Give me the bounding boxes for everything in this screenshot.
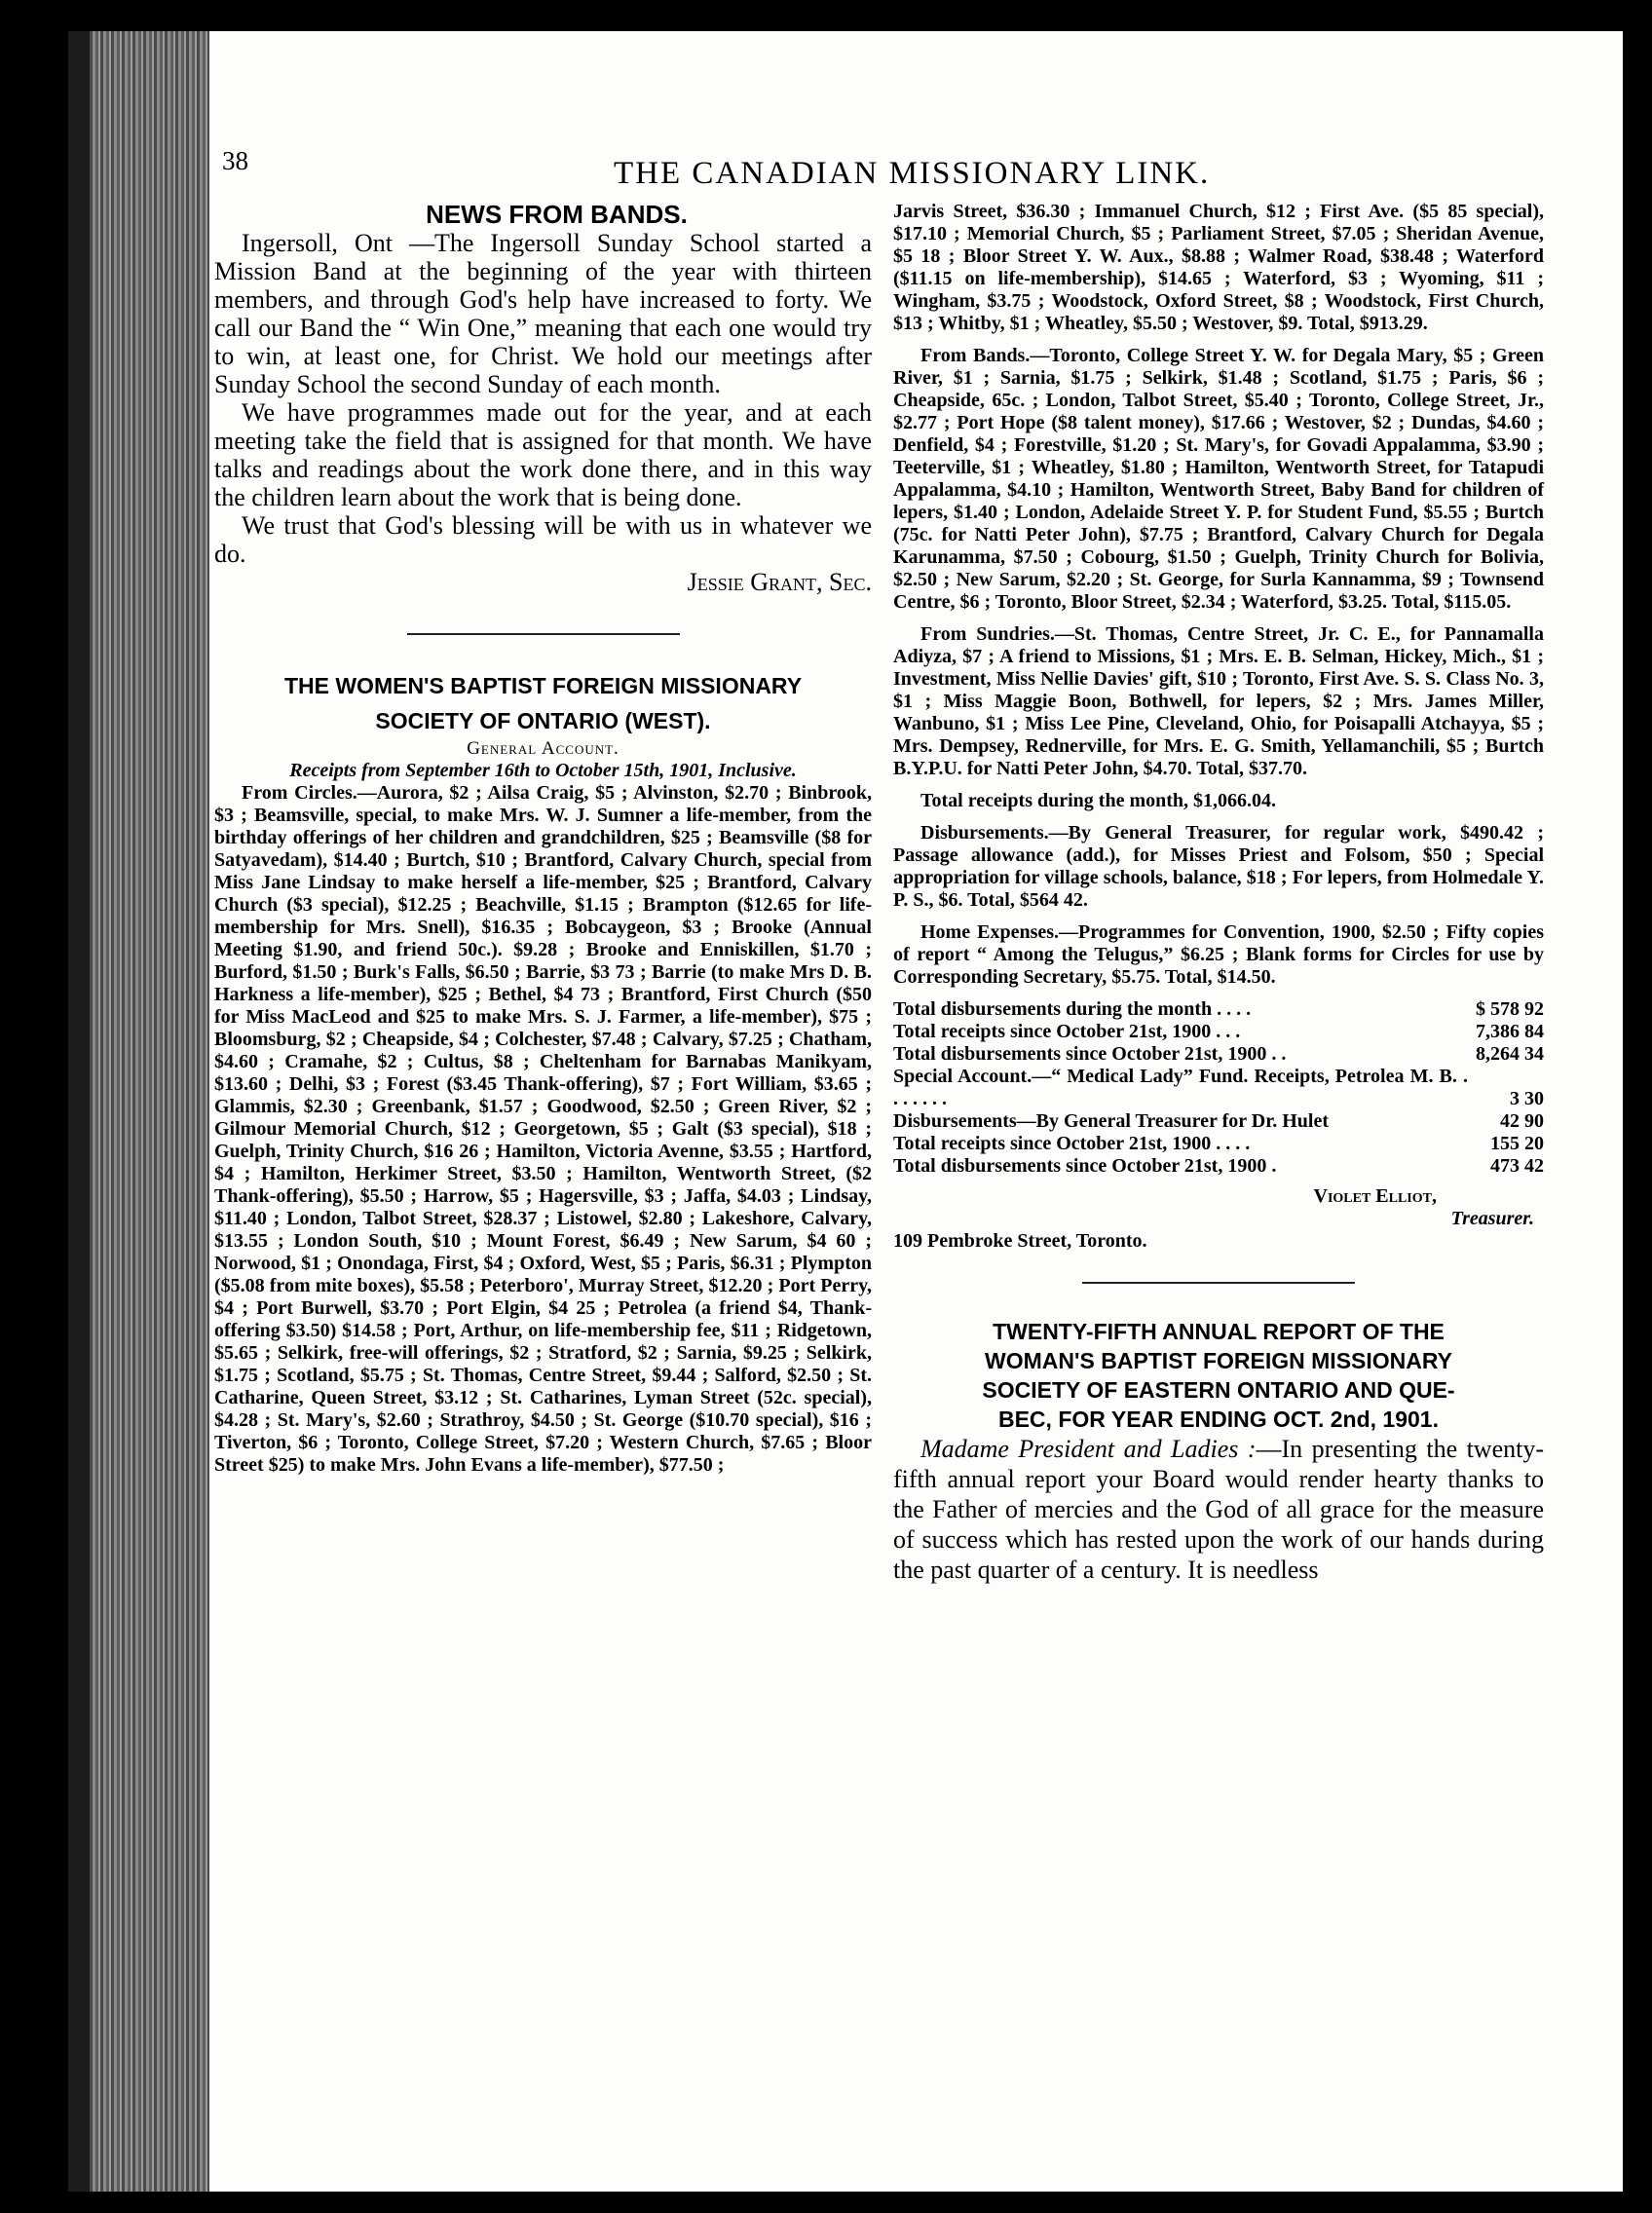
from-circles-paragraph: From Circles.—Aurora, $2 ; Ailsa Craig, $5 ; Alvinston, $2.70 ; Binbrook, $3 ; Beamsville, special, to make Mrs. W. J. Sumner a life-member, from the birthday offerings of her children and grandchildren, $25 ; Beamsville ($8 for Satyavedam), $14.40 ; Burtch, $10 ; Brantford, Calvary Church, special from Miss Jane Lindsay to make herself a life-member, $25 ; Brantford, Calvary Church ($3 special), $12.25 ; Beachville, $1.15 ; Brampton ($12.65 for life-membership for Mrs. Snell), $16.35 ; Bobcaygeon, $3 ; Brooke (Annual Meeting $1.90, and friend 50c.). $9.28 ; Brooke and Enniskillen, $1.70 ; Burford, $1.50 ; Burk's Falls, $6.50 ; Barrie, $3 73 ; Barrie (to make Mrs D. B. Harkness a life-member), $25 ; Bethel, $4 73 ; Brantford, First Church ($50 for Miss MacLeod and $25 to make Mrs. S. J. Farmer, a life-member), $75 ; Bloomsburg, $2 ; Cheapside, $4 ; Colchester, $7.48 ; Calvary, $7.25 ; Chatham, $4.60 ; Cramahe, $2 ; Cultus, $8 ; Cheltenham for Barnabas Manikyam, $13.60 ; Delhi, $3 ; Forest ($3.45 Thank-offering), $7 ; Fort William, $3.65 ; Glammis, $2.30 ; Greenbank, $1.57 ; Goodwood, $2.50 ; Green River, $2 ; Gilmour Memorial Church, $12 ; Georgetown, $5 ; Galt ($3 special), $18 ; Guelph, Trinity Church, $16 26 ; Hamilton, Victoria Avenne, $3.55 ; Hartford, $4 ; Hamilton, Herkimer Street, $3.50 ; Hamilton, Wentworth Street, ($2 Thank-offering), $5.50 ; Harrow, $5 ; Hagersville, $3 ; Jaffa, $4.03 ; Lindsay, $11.40 ; London, Talbot Street, $28.37 ; Listowel, $2.80 ; Lakeshore, Calvary, $13.55 ; London South, $10 ; Mount Forest, $6.49 ; New Sarum, $4 60 ; Norwood, $1 ; Onondaga, First, $4 ; Oxford, West, $5 ; Paris, $6.31 ; Plympton ($5.08 from mite boxes), $5.58 ; Peterboro', Murray Street, $12.20 ; Port Perry, $4 ; Port Burwell, $3.70 ; Port Elgin, $4 25 ; Petrolea (a friend $4, Thank-offering $3.50) $14.58 ; Port, Arthur, on life-membership fee, $11 ; Ridgetown, $5.65 ; Selkirk, free-will offerings, $2 ; Stratford, $2 ; Sarnia, $9.25 ; Selkirk, $1.75 ; Scotland, $5.75 ; St. Thomas, Centre Street, $9.44 ; Salford, $2.50 ; St. Catharine, Queen Street, $3.12 ; St. Catharines, Lyman Street (52c. special), $4.28 ; St. Mary's, $2.60 ; Strathroy, $4.50 ; St. George ($10.70 special), $16 ; Tiverton, $6 ; Toronto, College Street, $7.20 ; Western Church, $7.65 ; Bloor Street $25) to make Mrs. John Evans a life-member), $77.50 ;	[214, 782, 872, 1476]
totals-label: Special Account.—“ Medical Lady” Fund. Receipts, Petrolea M. B. . . . . . . .	[893, 1066, 1468, 1109]
totals-label: Disbursements—By General Treasurer for Dr. Hulet	[893, 1110, 1330, 1132]
news-paragraph: We have programmes made out for the year, and at each meeting take the field that is assigned for that month. We have talks and readings about the work done there, and in this way the children learn about the work that is being done.	[214, 398, 872, 511]
totals-amount: 8,264 34	[1476, 1043, 1544, 1065]
totals-row	[893, 998, 1544, 1021]
totals-row	[893, 1066, 1544, 1110]
page-number: 38	[222, 146, 248, 175]
report-body	[893, 1434, 1544, 1585]
totals-row	[893, 1043, 1544, 1066]
totals-label: Total disbursements during the month . . . .	[893, 998, 1252, 1020]
totals-row	[893, 1021, 1544, 1043]
treasurer-signature	[893, 1185, 1544, 1230]
news-paragraph: We trust that God's blessing will be with us in whatever we do.	[214, 511, 872, 568]
home-expenses-paragraph: Home Expenses.—Programmes for Convention, 1900, $2.50 ; Fifty copies of report “ Among the Telugus,” $6.25 ; Blank forms for Circles for use by Corresponding Secretary, $5.75. Total, $14.50.	[893, 921, 1544, 988]
news-from-bands-section	[214, 201, 872, 596]
running-head: THE CANADIAN MISSIONARY LINK.	[614, 156, 1211, 191]
totals-amount: 42 90	[1500, 1110, 1544, 1132]
society-title-line-2: SOCIETY OF ONTARIO (WEST).	[375, 708, 711, 733]
report-title	[893, 1317, 1544, 1434]
right-column	[893, 201, 1544, 1585]
left-column	[214, 201, 872, 1486]
treasurer-name: Violet Elliot,	[1313, 1185, 1437, 1207]
report-title-line-3: SOCIETY OF EASTERN ONTARIO AND QUE-	[982, 1377, 1455, 1403]
totals-label: Total disbursements since October 21st, 1900 . .	[893, 1043, 1287, 1065]
report-salutation: Madame President and Ladies :	[920, 1435, 1257, 1463]
section-divider	[1082, 1282, 1355, 1284]
totals-table	[893, 998, 1544, 1178]
report-title-line-2: WOMAN'S BAPTIST FOREIGN MISSIONARY	[985, 1348, 1452, 1373]
book-binding-shadow	[68, 31, 90, 2192]
report-title-line-4: BEC, FOR YEAR ENDING OCT. 2nd, 1901.	[997, 1407, 1439, 1432]
totals-amount: 7,386 84	[1476, 1021, 1544, 1042]
totals-row	[893, 1110, 1544, 1133]
account-subtitle: General Account.	[467, 738, 620, 759]
from-sundries-paragraph: From Sundries.—St. Thomas, Centre Street, Jr. C. E., for Pannamalla Adiyza, $7 ; A friend to Missions, $1 ; Mrs. E. B. Selman, Hickey, Mich., $1 ; Investment, Miss Nellie Davies' gift, $10 ; Toronto, First Ave. S. S. Class No. 3, $1 ; Miss Maggie Boon, Bothwell, for lepers, $2 ; Mrs. James Miller, Wanbuno, $1 ; Miss Lee Pine, Cleveland, Ohio, for Poisapalli Atchayya, $5 ; Mrs. Dempsey, Rednerville, for Mrs. E. G. Smith, Yellamanchili, $5 ; Burtch B.Y.P.U. for Natti Peter John, $4.70. Total, $37.70.	[893, 623, 1544, 779]
totals-amount: 473 42	[1490, 1155, 1544, 1177]
treasurer-address: 109 Pembroke Street, Toronto.	[893, 1230, 1147, 1252]
news-title: NEWS FROM BANDS.	[426, 200, 688, 229]
totals-amount: 3 30	[1510, 1088, 1544, 1109]
section-divider	[407, 633, 680, 635]
totals-label: Total disbursements since October 21st, 1900 .	[893, 1155, 1277, 1177]
totals-row	[893, 1155, 1544, 1178]
annual-report-section	[893, 1317, 1544, 1585]
treasurer-title: Treasurer.	[1450, 1208, 1534, 1229]
totals-amount: 155 20	[1490, 1133, 1544, 1154]
totals-label: Total receipts since October 21st, 1900 . . .	[893, 1021, 1241, 1042]
news-paragraph: Ingersoll, Ont —The Ingersoll Sunday School started a Mission Band at the beginning of the year with thirteen members, and through God's help have increased to forty. We call our Band the “ Win One,” meaning that each one would try to win, at least one, for Christ. We hold our meetings after Sunday School the second Sunday of each month.	[214, 229, 872, 398]
society-title-line-1: THE WOMEN'S BAPTIST FOREIGN MISSIONARY	[283, 673, 803, 698]
receipts-heading: Receipts from September 16th to October 15th, 1901, Inclusive.	[289, 760, 797, 781]
disbursements-paragraph: Disbursements.—By General Treasurer, for regular work, $490.42 ; Passage allowance (add.), for Misses Priest and Folsom, $50 ; Special appropriation for village schools, balance, $18 ; For lepers, from Holmedale Y. P. S., $6. Total, $564 42.	[893, 822, 1544, 911]
news-signature: Jessie Grant, Sec.	[687, 568, 872, 596]
circles-continued-paragraph: Jarvis Street, $36.30 ; Immanuel Church, $12 ; First Ave. ($5 85 special), $17.10 ; Memorial Church, $5 ; Parliament Street, $7.05 ; Sheridan Avenue, $5 18 ; Bloor Street Y. W. Aux., $8.88 ; Walmer Road, $38.48 ; Waterford ($11.15 on life-membership), $14.65 ; Waterford, $3 ; Wyoming, $11 ; Wingham, $3.75 ; Woodstock, Oxford Street, $8 ; Woodstock, First Church, $13 ; Whitby, $1 ; Wheatley, $5.50 ; Westover, $9. Total, $913.29.	[893, 201, 1544, 334]
totals-label: Total receipts since October 21st, 1900 . . . .	[893, 1133, 1251, 1154]
account-continued	[893, 201, 1544, 989]
report-body-text: —In presenting the twenty-fifth annual report your Board would render hearty thanks to the Father of mercies and the God of all grace for the measure of success which has rested upon the work of our hands during the past quarter of a century. It is needless	[893, 1435, 1544, 1584]
total-receipts-month: Total receipts during the month, $1,066.04.	[920, 790, 1277, 811]
circles-receipts	[214, 782, 872, 1477]
from-bands-paragraph: From Bands.—Toronto, College Street Y. W. for Degala Mary, $5 ; Green River, $1 ; Sarnia, $1.75 ; Selkirk, $1.48 ; Scotland, $1.75 ; Paris, $6 ; Cheapside, 65c. ; London, Talbot Street, $5.40 ; Toronto, College Street, Jr., $2.77 ; Port Hope ($8 talent money), $17.66 ; Westover, $2 ; Dundas, $4.60 ; Denfield, $4 ; Forestville, $1.20 ; St. Mary's, for Govadi Appalamma, $3.90 ; Teeterville, $1 ; Wheatley, $1.80 ; Hamilton, Wentworth Street, for Tatapudi Appalamma, $4.10 ; Hamilton, Wentworth Street, Baby Band for children of lepers, $1.40 ; London, Adelaide Street Y. P. for Student Fund, $5.55 ; Burtch (75c. for Natti Peter John), $7.75 ; Brantford, Calvary Church for Degala Karunamma, $7.50 ; Cobourg, $1.50 ; Guelph, Trinity Church for Bolivia, $2.50 ; New Sarum, $2.20 ; St. George, for Surla Kannamma, $9 ; Townsend Centre, $6 ; Toronto, Bloor Street, $2.34 ; Waterford, $3.25. Total, $115.05.	[893, 345, 1544, 613]
totals-row	[893, 1133, 1544, 1155]
report-title-line-1: TWENTY-FIFTH ANNUAL REPORT OF THE	[993, 1319, 1445, 1344]
totals-amount: $ 578 92	[1476, 998, 1544, 1020]
